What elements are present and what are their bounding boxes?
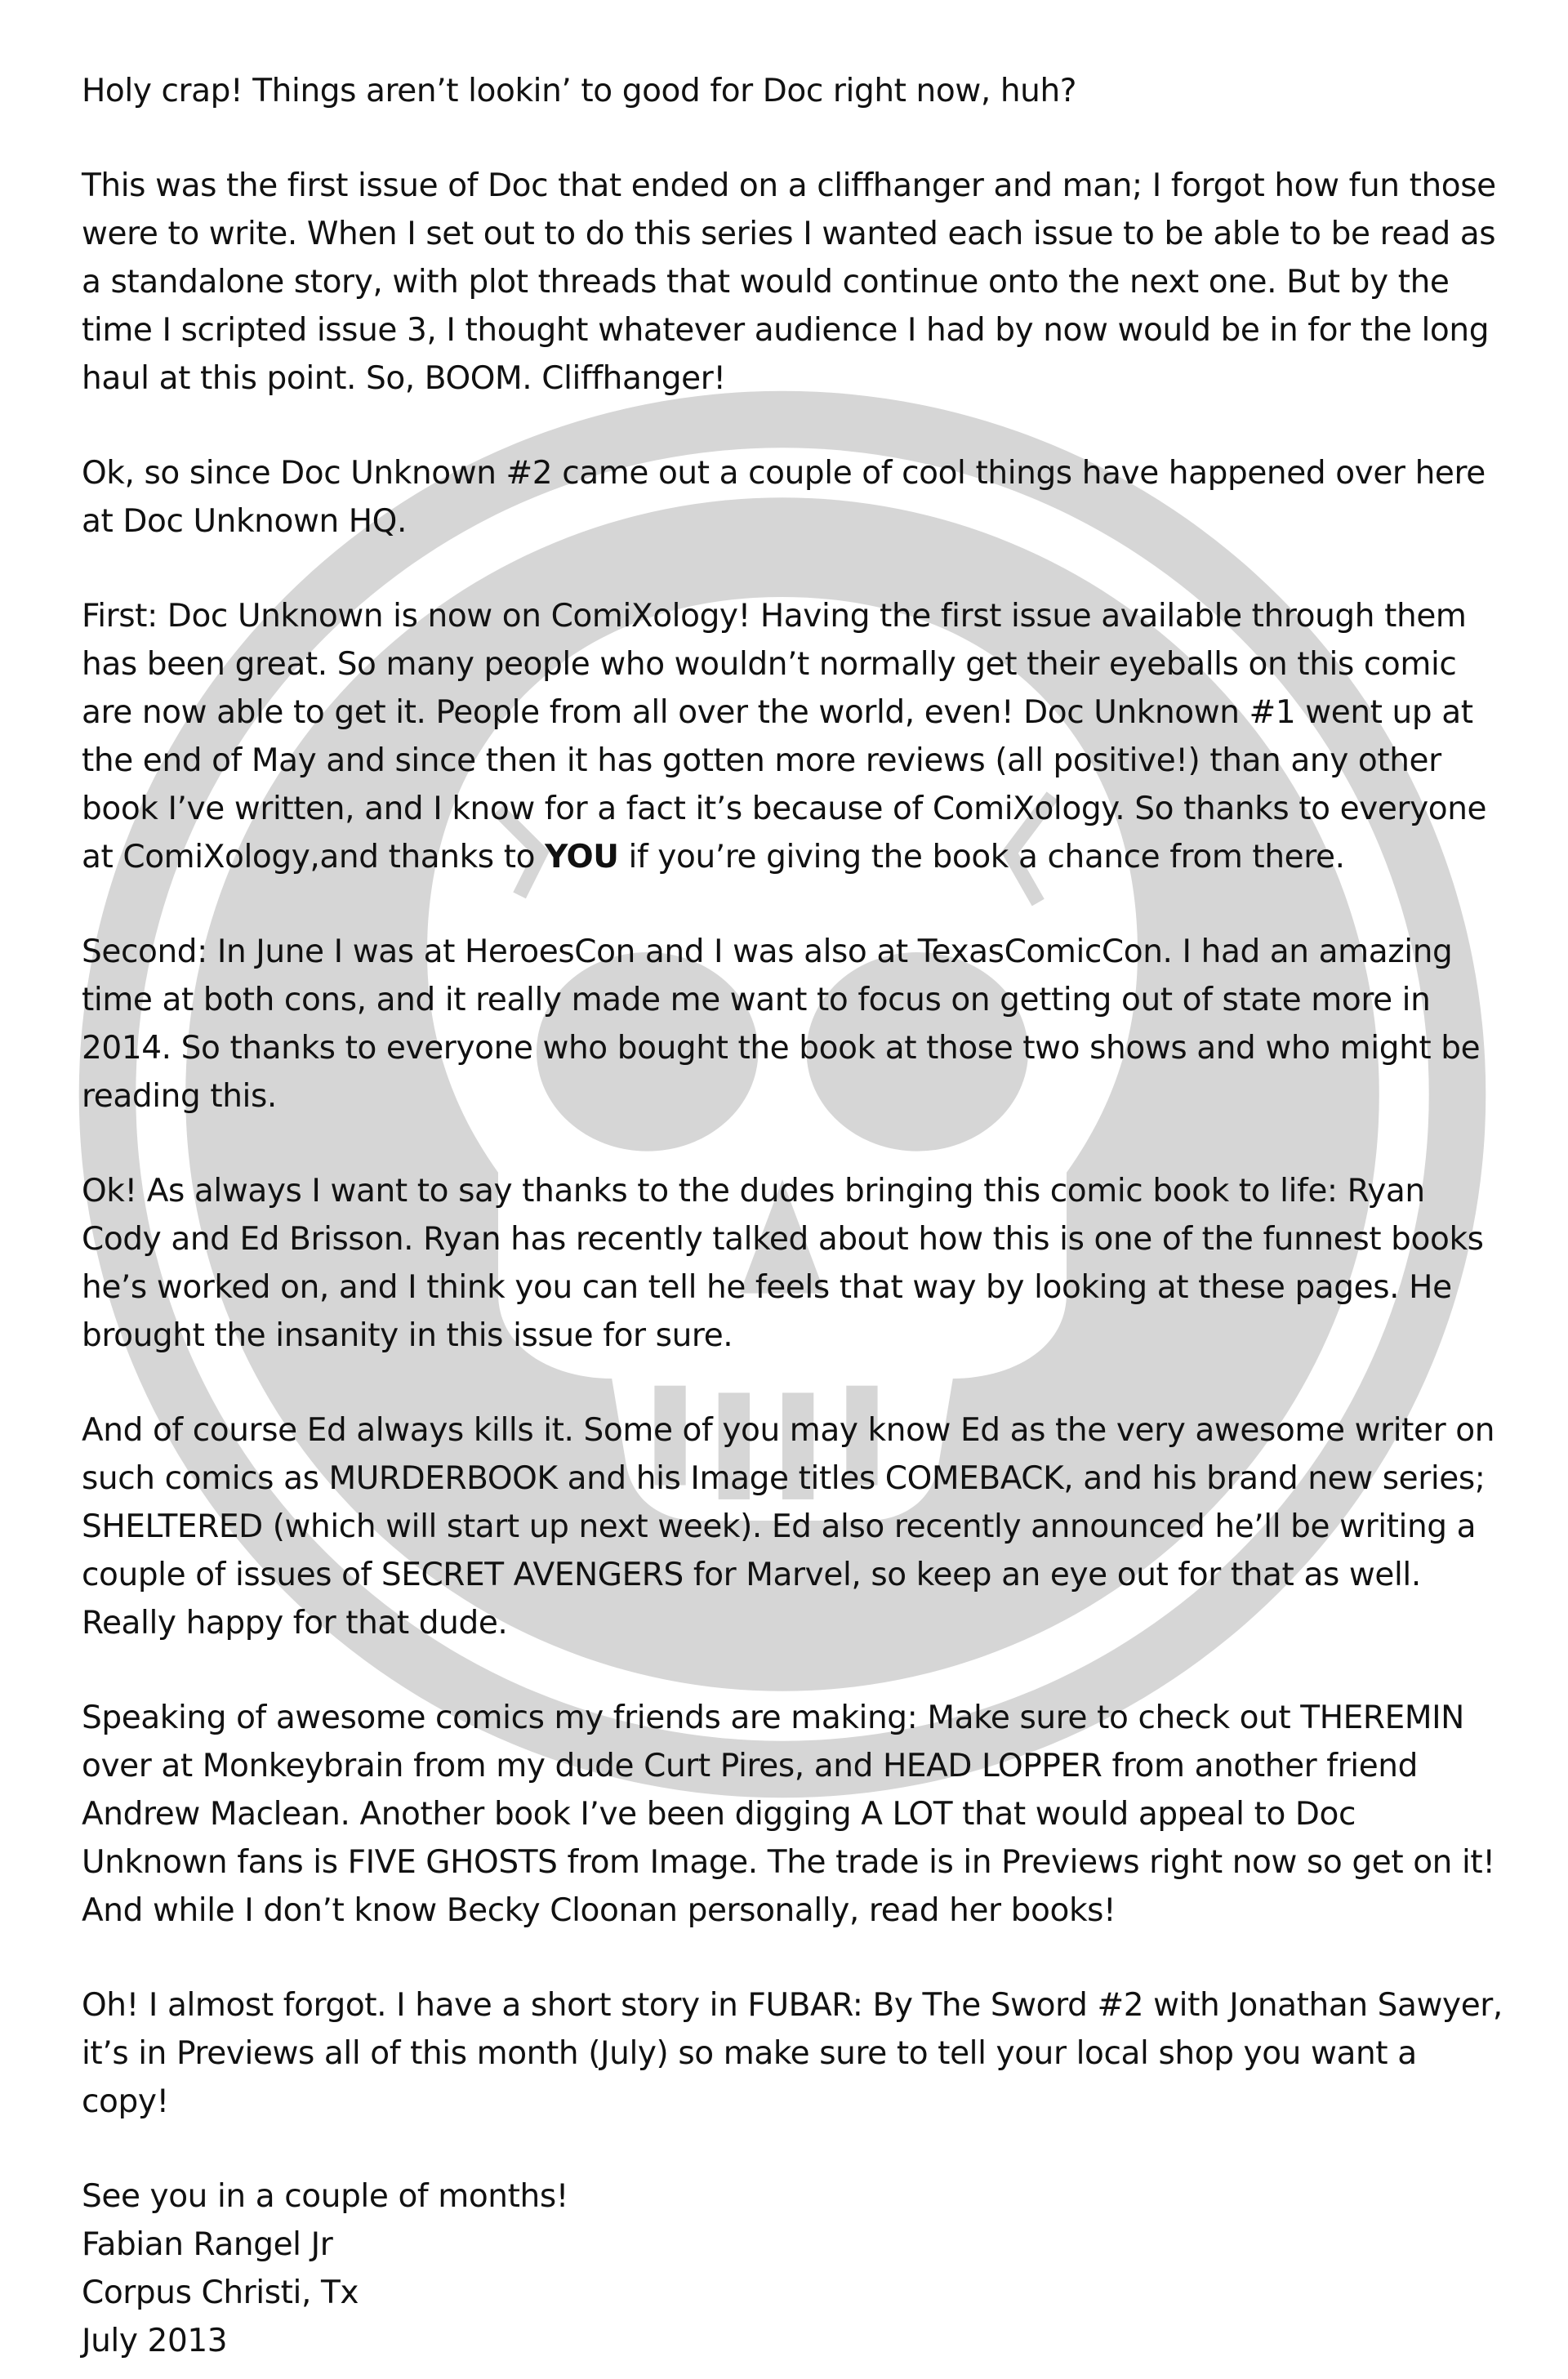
paragraph-cliffhanger: This was the first issue of Doc that ended on a cliffhanger and man; I forgot how fun those were to write. When I set out to do this series I wanted each issue to be able to be read as a standalone story, with plot threads that would continue onto the next one. But by the time I scripted issue 3, I thought whatever audience I had by now would be in for the long haul at this point. So, BOOM. Cliffhanger! <box>82 167 1496 397</box>
paragraph-fubar: Oh! I almost forgot. I have a short story in FUBAR: By The Sword #2 with Jonathan Sawyer, it’s in Previews all of this month (July) so make sure to tell your local shop you want a copy! <box>82 1987 1503 2120</box>
signature-name: Fabian Rangel Jr <box>82 2226 333 2263</box>
paragraph-opening: Holy crap! Things aren’t lookin’ to good for Doc right now, huh? <box>82 73 1077 109</box>
comixology-text-b: if you’re giving the book a chance from there. <box>618 839 1345 875</box>
paragraph-comixology <box>82 592 1507 881</box>
paragraph-recommendations: Speaking of awesome comics my friends are making: Make sure to check out THEREMIN over at Monkeybrain from my dude Curt Pires, and HEAD LOPPER from another friend Andrew Maclean. Another book I’ve been digging A LOT that would appeal to Doc Unknown fans is FIVE GHOSTS from Image. The trade is in Previews right now so get on it! And while I don’t know Becky Cloonan personally, read her books! <box>82 1700 1495 1929</box>
paragraph-news-intro: Ok, so since Doc Unknown #2 came out a couple of cool things have happened over here at Doc Unknown HQ. <box>82 455 1486 540</box>
signature-date: July 2013 <box>82 2323 228 2359</box>
paragraph-conventions: Second: In June I was at HeroesCon and I was also at TexasComicCon. I had an amazing time at both cons, and it really made me want to focus on getting out of state more in 2014. So thanks to everyone who bought the book at those two shows and who might be reading this. <box>82 933 1481 1115</box>
letter-body <box>82 67 1507 2365</box>
emphasis-you: YOU <box>545 839 619 875</box>
paragraph-thanks-team: Ok! As always I want to say thanks to the dudes bringing this comic book to life: Ryan Cody and Ed Brisson. Ryan has recently talked about how this is one of the funnest books he’s worked on, and I think you can tell he feels that way by looking at these pages. He brought the insanity in this issue for sure. <box>82 1173 1484 1354</box>
comixology-text-a: First: Doc Unknown is now on ComiXology! Having the first issue available through them has been great. So many people who wouldn’t normally get their eyeballs on this comic are now able to get it. People from all over the world, even! Doc Unknown #1 went up at the end of May and since then it has gotten more reviews (all positive!) than any other book I’ve written, and I know for a fact it’s because of ComiXology. So thanks to everyone at ComiXology,and thanks to <box>82 598 1487 875</box>
paragraph-ed-brisson: And of course Ed always kills it. Some of you may know Ed as the very awesome writer on such comics as MURDERBOOK and his Image titles COMEBACK, and his brand new series; SHELTERED (which will start up next week). Ed also recently announced he’ll be writing a couple of issues of SECRET AVENGERS for Marvel, so keep an eye out for that as well. Really happy for that dude. <box>82 1412 1495 1642</box>
closing-line: See you in a couple of months! <box>82 2178 568 2215</box>
signature-location: Corpus Christi, Tx <box>82 2274 359 2311</box>
